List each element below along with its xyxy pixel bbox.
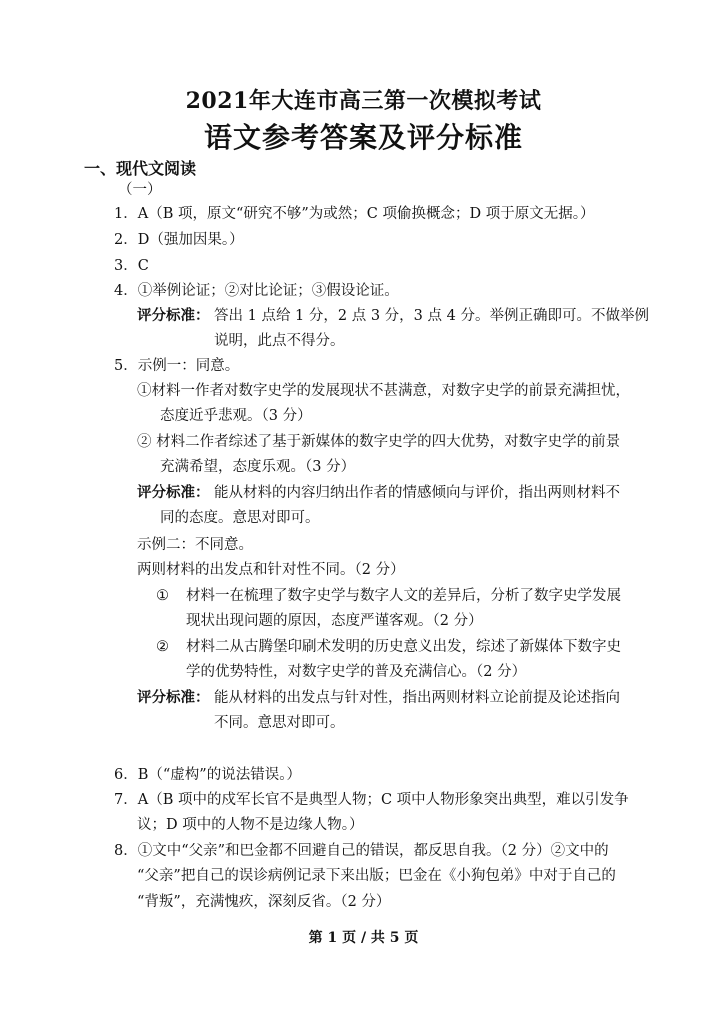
scoring-label: 评分标准： [137,689,210,706]
answer-text: 示例二：不同意。 [137,537,253,553]
scoring-text: 不同。意思对即可。 [214,715,345,731]
document-subtitle: 语文参考答案及评分标准 [203,121,523,154]
list-marker: ② [156,639,169,655]
answer-text: “父亲”把自己的误诊病例记录下来出版；巴金在《小狗包弟》中对于自己的 [137,868,616,884]
scoring-text: 同的态度。意思对即可。 [160,510,320,526]
scoring-text: 说明，此点不得分。 [214,333,345,349]
answer-text: 议；D 项中的人物不是边缘人物。） [137,817,364,833]
answer-q1: 1．A（B 项，原文“研究不够”为或然；C 项偷换概念；D 项于原文无据。） [114,206,595,222]
answer-text: 材料二从古腾堡印刷术发明的历史意义出发，综述了新媒体下数字史 [186,639,621,655]
answer-q5: 5．示例一：同意。 [114,358,240,374]
scoring-text: 答出 1 点给 1 分，2 点 3 分，3 点 4 分。举例正确即可。不做举例 [214,308,649,324]
part-heading: （一） [118,182,162,198]
answer-q3: 3．C [114,258,149,274]
section-heading: 一、现代文阅读 [84,159,197,178]
document-title: 2021年大连市高三第一次模拟考试 [185,88,542,114]
answer-text: ② 材料二作者综述了基于新媒体的数字史学的四大优势，对数字史学的前景 [137,434,621,450]
answer-text: 现状出现问题的原因，态度严谨客观。（2 分） [186,613,483,629]
answer-text: “背叛”，充满愧疚，深刻反省。（2 分） [137,894,391,910]
answer-text: 态度近乎悲观。（3 分） [160,408,312,424]
list-marker: ① [156,588,169,604]
scoring-label: 评分标准： [137,484,210,501]
answer-q2: 2．D（强加因果。） [114,232,244,248]
page-footer: 第 1 页 / 共 5 页 [308,930,419,946]
answer-text: ①材料一作者对数字史学的发展现状不甚满意，对数字史学的前景充满担忧， [137,383,630,399]
answer-q7: 7．A（B 项中的戍军长官不是典型人物；C 项中人物形象突出典型，难以引发争 [114,792,629,808]
scoring-text: 能从材料的内容归纳出作者的情感倾向与评价，指出两则材料不 [214,485,620,501]
answer-text: 充满希望，态度乐观。（3 分） [160,459,356,475]
answer-q4: 4．①举例论证；②对比论证；③假设论证。 [114,283,399,299]
answer-q8: 8．①文中“父亲”和巴金都不回避自己的错误，都反思自我。（2 分）②文中的 [114,843,609,859]
scoring-text: 能从材料的出发点与针对性，指出两则材料立论前提及论述指向 [214,690,620,706]
answer-text: 学的优势特性，对数字史学的普及充满信心。（2 分） [186,664,527,680]
answer-text: 材料一在梳理了数字史学与数字人文的差异后，分析了数字史学发展 [186,588,621,604]
answer-q6: 6．B（“虚构”的说法错误。） [114,767,301,783]
scoring-label: 评分标准： [137,307,210,324]
answer-text: 两则材料的出发点和针对性不同。（2 分） [137,562,405,578]
